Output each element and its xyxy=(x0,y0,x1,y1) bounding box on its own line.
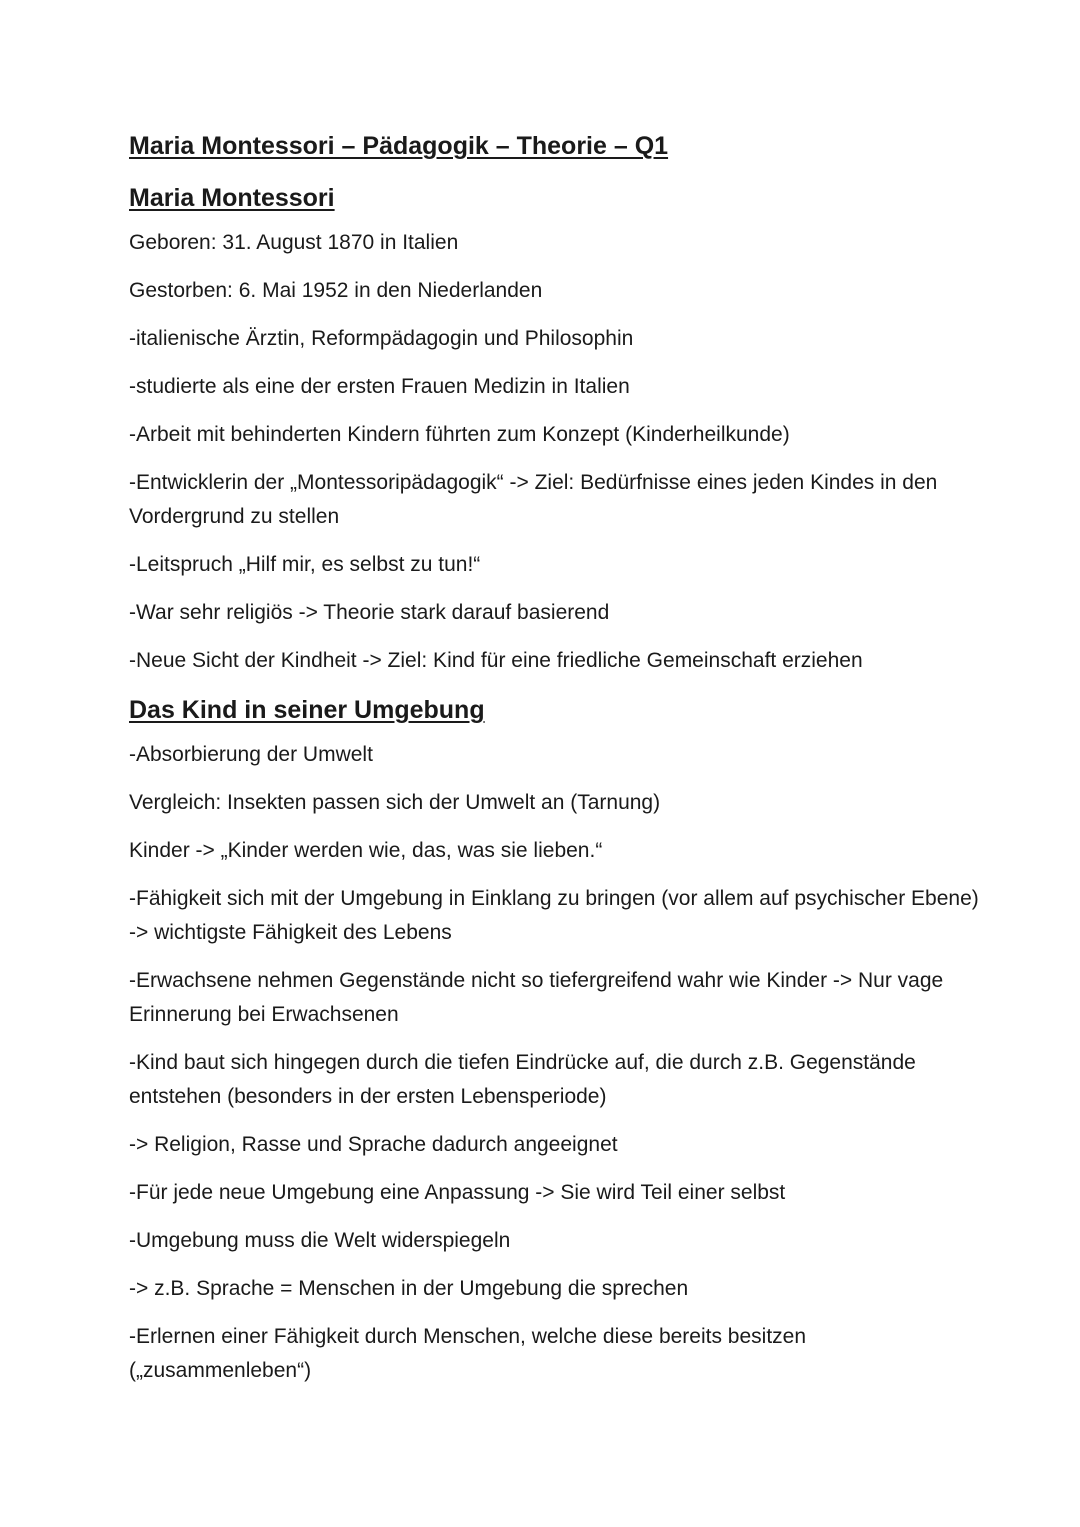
text-line: -Leitspruch „Hilf mir, es selbst zu tun!“ xyxy=(129,553,481,576)
section-heading-maria-montessori: Maria Montessori xyxy=(129,184,335,212)
section-heading-das-kind: Das Kind in seiner Umgebung xyxy=(129,696,485,724)
text-line: Gestorben: 6. Mai 1952 in den Niederlanden xyxy=(129,279,543,302)
text-line: -Für jede neue Umgebung eine Anpassung -> Sie wird Teil einer selbst xyxy=(129,1181,786,1204)
text-line: -Erlernen einer Fähigkeit durch Menschen, welche diese bereits besitzen („zusammenleben“) xyxy=(129,1325,807,1382)
document-title: Maria Montessori – Pädagogik – Theorie – Q1 xyxy=(129,132,669,160)
text-line: -Kind baut sich hingegen durch die tiefen Eindrücke auf, die durch z.B. Gegenstände entstehen (besonders in der ersten Lebensperiode) xyxy=(129,1051,916,1108)
text-line: -Absorbierung der Umwelt xyxy=(129,743,373,766)
text-line: -Fähigkeit sich mit der Umgebung in Einklang zu bringen (vor allem auf psychischer Ebene) -> wichtigste Fähigkeit des Lebens xyxy=(129,887,979,944)
text-line: -> Religion, Rasse und Sprache dadurch angeeignet xyxy=(129,1133,618,1156)
text-line: -italienische Ärztin, Reformpädagogin und Philosophin xyxy=(129,327,634,350)
text-line: -Umgebung muss die Welt widerspiegeln xyxy=(129,1229,511,1252)
text-line: -studierte als eine der ersten Frauen Medizin in Italien xyxy=(129,375,630,398)
text-line: -Entwicklerin der „Montessoripädagogik“ -> Ziel: Bedürfnisse eines jeden Kindes in den Vordergrund zu stellen xyxy=(129,471,938,528)
text-line: -Erwachsene nehmen Gegenstände nicht so tiefergreifend wahr wie Kinder -> Nur vage Erinnerung bei Erwachsenen xyxy=(129,969,944,1026)
text-line: Vergleich: Insekten passen sich der Umwelt an (Tarnung) xyxy=(129,791,661,814)
text-line: -War sehr religiös -> Theorie stark darauf basierend xyxy=(129,601,610,624)
text-line: Geboren: 31. August 1870 in Italien xyxy=(129,231,459,254)
text-line: -Arbeit mit behinderten Kindern führten zum Konzept (Kinderheilkunde) xyxy=(129,423,790,446)
text-line: -Neue Sicht der Kindheit -> Ziel: Kind für eine friedliche Gemeinschaft erziehen xyxy=(129,649,863,672)
text-line: -> z.B. Sprache = Menschen in der Umgebung die sprechen xyxy=(129,1277,689,1300)
text-line: Kinder -> „Kinder werden wie, das, was sie lieben.“ xyxy=(129,839,603,862)
document-page xyxy=(129,128,989,1402)
